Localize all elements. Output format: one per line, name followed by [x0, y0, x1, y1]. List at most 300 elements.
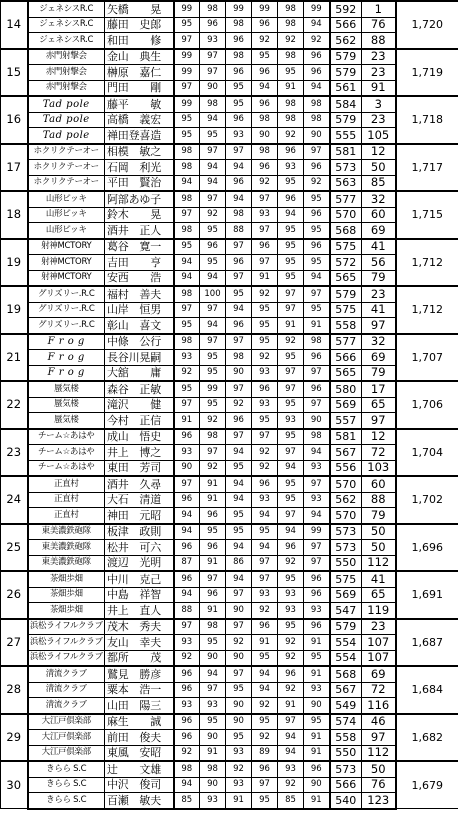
- series-score: 98: [278, 1, 304, 17]
- individual-position: 123: [362, 793, 396, 809]
- club-name: ジェネシスR.C: [28, 1, 105, 17]
- series-score: 97: [278, 381, 304, 397]
- club-name: 茶畑歩畑: [28, 571, 105, 587]
- series-score: 94: [252, 666, 278, 682]
- table-row: [1, 429, 458, 445]
- series-score: 95: [200, 128, 226, 144]
- series-score: 93: [252, 207, 278, 223]
- series-score: 97: [174, 80, 200, 96]
- individual-position: 41: [362, 239, 396, 255]
- club-name: 正直村: [28, 476, 105, 492]
- series-score: 92: [278, 777, 304, 793]
- table-row: [1, 587, 458, 603]
- series-score: 92: [278, 334, 304, 350]
- series-score: 94: [252, 682, 278, 698]
- series-score: 90: [226, 698, 252, 714]
- series-score: 94: [304, 445, 330, 461]
- series-score: 96: [278, 191, 304, 207]
- series-score: 94: [226, 191, 252, 207]
- individual-position: 69: [362, 350, 396, 366]
- series-score: 92: [174, 365, 200, 381]
- series-score: 94: [174, 255, 200, 271]
- series-score: 95: [278, 239, 304, 255]
- individual-position: 23: [362, 65, 396, 81]
- series-score: 95: [252, 318, 278, 334]
- individual-position: 32: [362, 334, 396, 350]
- table-row: [1, 96, 458, 112]
- series-score: 95: [200, 350, 226, 366]
- individual-position: 41: [362, 302, 396, 318]
- series-score: 99: [304, 524, 330, 540]
- table-row: [1, 365, 458, 381]
- individual-total: 579: [330, 49, 362, 65]
- series-score: 95: [278, 429, 304, 445]
- series-score: 96: [304, 761, 330, 777]
- shooter-name: 松井 可六: [105, 540, 174, 556]
- series-score: 94: [200, 175, 226, 191]
- team-total: 1,691: [396, 571, 458, 619]
- shooter-name: 麻生 誠: [105, 714, 174, 730]
- shooter-name: 中條 公行: [105, 334, 174, 350]
- series-score: 85: [278, 793, 304, 809]
- series-score: 95: [278, 571, 304, 587]
- table-row: [1, 112, 458, 128]
- individual-position: 69: [362, 666, 396, 682]
- table-row: [1, 286, 458, 302]
- club-name: ジェネシスR.C: [28, 17, 105, 33]
- series-score: 91: [304, 793, 330, 809]
- individual-position: 50: [362, 761, 396, 777]
- series-score: 92: [252, 286, 278, 302]
- team-total: 1,712: [396, 286, 458, 334]
- series-score: 94: [252, 80, 278, 96]
- series-score: 95: [174, 112, 200, 128]
- series-score: 95: [304, 714, 330, 730]
- series-score: 93: [278, 603, 304, 619]
- shooter-name: 井上 博之: [105, 445, 174, 461]
- team-rank: 14: [1, 1, 28, 49]
- series-score: 86: [226, 555, 252, 571]
- series-score: 97: [278, 714, 304, 730]
- table-row: [1, 745, 458, 761]
- series-score: 94: [226, 302, 252, 318]
- table-row: [1, 650, 458, 666]
- table-row: [1, 381, 458, 397]
- series-score: 97: [278, 365, 304, 381]
- individual-position: 41: [362, 571, 396, 587]
- series-score: 94: [304, 508, 330, 524]
- table-row: [1, 334, 458, 350]
- club-name: ジェネシスR.C: [28, 33, 105, 49]
- series-score: 98: [226, 17, 252, 33]
- series-score: 90: [200, 730, 226, 746]
- team-rank: 29: [1, 714, 28, 762]
- series-score: 95: [278, 270, 304, 286]
- team-rank: 22: [1, 381, 28, 429]
- individual-position: 112: [362, 555, 396, 571]
- table-row: [1, 49, 458, 65]
- series-score: 97: [304, 397, 330, 413]
- series-score: 96: [174, 571, 200, 587]
- individual-total: 581: [330, 144, 362, 160]
- team-total: 1,719: [396, 49, 458, 97]
- series-score: 96: [278, 144, 304, 160]
- table-row: [1, 571, 458, 587]
- series-score: 96: [304, 160, 330, 176]
- series-score: 99: [174, 65, 200, 81]
- shooter-name: 吉田 亨: [105, 255, 174, 271]
- series-score: 94: [278, 524, 304, 540]
- series-score: 91: [278, 80, 304, 96]
- series-score: 97: [174, 619, 200, 635]
- individual-position: 88: [362, 33, 396, 49]
- club-name: 浜松ライフルクラブ: [28, 650, 105, 666]
- shooter-name: 茂木 秀夫: [105, 619, 174, 635]
- series-score: 90: [304, 698, 330, 714]
- series-score: 95: [200, 255, 226, 271]
- individual-position: 23: [362, 112, 396, 128]
- series-score: 95: [304, 302, 330, 318]
- series-score: 96: [174, 682, 200, 698]
- series-score: 98: [174, 160, 200, 176]
- shooter-name: 榊原 嘉仁: [105, 65, 174, 81]
- team-rank: 30: [1, 761, 28, 809]
- individual-position: 79: [362, 365, 396, 381]
- individual-total: 558: [330, 318, 362, 334]
- shooter-name: 友山 幸夫: [105, 635, 174, 651]
- series-score: 98: [304, 96, 330, 112]
- series-score: 92: [174, 650, 200, 666]
- series-score: 97: [252, 571, 278, 587]
- series-score: 97: [226, 270, 252, 286]
- series-score: 96: [226, 112, 252, 128]
- series-score: 92: [226, 397, 252, 413]
- team-total: 1,720: [396, 1, 458, 49]
- series-score: 98: [278, 49, 304, 65]
- table-row: [1, 318, 458, 334]
- series-score: 90: [200, 650, 226, 666]
- individual-position: 76: [362, 777, 396, 793]
- series-score: 85: [174, 793, 200, 809]
- individual-total: 568: [330, 666, 362, 682]
- series-score: 94: [252, 508, 278, 524]
- individual-position: 1: [362, 1, 396, 17]
- series-score: 97: [200, 65, 226, 81]
- individual-total: 579: [330, 619, 362, 635]
- club-name: 浜松ライフルクラブ: [28, 619, 105, 635]
- table-row: [1, 524, 458, 540]
- table-row: [1, 730, 458, 746]
- series-score: 98: [174, 761, 200, 777]
- table-row: [1, 413, 458, 429]
- series-score: 95: [252, 524, 278, 540]
- series-score: 94: [174, 175, 200, 191]
- series-score: 94: [200, 112, 226, 128]
- individual-position: 50: [362, 540, 396, 556]
- shooter-name: 辻 文雄: [105, 761, 174, 777]
- series-score: 94: [174, 777, 200, 793]
- series-score: 88: [226, 223, 252, 239]
- series-score: 95: [252, 49, 278, 65]
- individual-position: 103: [362, 460, 396, 476]
- series-score: 95: [174, 318, 200, 334]
- series-score: 96: [226, 318, 252, 334]
- series-score: 98: [252, 144, 278, 160]
- series-score: 98: [200, 619, 226, 635]
- table-row: [1, 302, 458, 318]
- team-rank: 15: [1, 49, 28, 97]
- table-row: [1, 160, 458, 176]
- series-score: 96: [174, 714, 200, 730]
- series-score: 96: [252, 239, 278, 255]
- individual-position: 105: [362, 128, 396, 144]
- series-score: 93: [304, 492, 330, 508]
- shooter-name: 相模 敏之: [105, 144, 174, 160]
- individual-position: 72: [362, 682, 396, 698]
- series-score: 93: [226, 777, 252, 793]
- series-score: 89: [252, 745, 278, 761]
- series-score: 97: [200, 144, 226, 160]
- series-score: 98: [278, 112, 304, 128]
- series-score: 93: [252, 492, 278, 508]
- club-name: 大江戸倶楽部: [28, 745, 105, 761]
- individual-position: 46: [362, 714, 396, 730]
- series-score: 91: [252, 635, 278, 651]
- club-name: 赤門射撃会: [28, 49, 105, 65]
- series-score: 94: [200, 160, 226, 176]
- team-rank: 26: [1, 571, 28, 619]
- series-score: 96: [226, 33, 252, 49]
- table-row: [1, 777, 458, 793]
- individual-total: 579: [330, 286, 362, 302]
- individual-position: 88: [362, 492, 396, 508]
- series-score: 98: [226, 49, 252, 65]
- series-score: 95: [174, 128, 200, 144]
- series-score: 90: [174, 460, 200, 476]
- series-score: 98: [278, 96, 304, 112]
- series-score: 95: [304, 191, 330, 207]
- individual-position: 116: [362, 698, 396, 714]
- club-name: 射神MCTORY: [28, 239, 105, 255]
- series-score: 95: [304, 650, 330, 666]
- club-name: Tad pole: [28, 128, 105, 144]
- series-score: 95: [174, 239, 200, 255]
- individual-position: 12: [362, 144, 396, 160]
- series-score: 97: [200, 445, 226, 461]
- series-score: 95: [226, 524, 252, 540]
- club-name: 大江戸倶楽部: [28, 730, 105, 746]
- club-name: F r o g: [28, 365, 105, 381]
- club-name: きらら S.C: [28, 793, 105, 809]
- series-score: 92: [226, 761, 252, 777]
- series-score: 91: [200, 476, 226, 492]
- series-score: 95: [226, 80, 252, 96]
- series-score: 96: [252, 381, 278, 397]
- series-score: 95: [278, 492, 304, 508]
- team-total: 1,704: [396, 429, 458, 477]
- club-name: F r o g: [28, 334, 105, 350]
- table-row: [1, 175, 458, 191]
- shooter-name: 阿部あゆ子: [105, 191, 174, 207]
- series-score: 96: [226, 175, 252, 191]
- shooter-name: 矢橋 晃: [105, 1, 174, 17]
- series-score: 98: [174, 334, 200, 350]
- table-row: [1, 682, 458, 698]
- individual-position: 65: [362, 587, 396, 603]
- series-score: 99: [226, 1, 252, 17]
- series-score: 94: [226, 571, 252, 587]
- shooter-name: 平田 賢治: [105, 175, 174, 191]
- series-score: 90: [304, 413, 330, 429]
- club-name: 大江戸倶楽部: [28, 714, 105, 730]
- series-score: 95: [252, 413, 278, 429]
- series-score: 96: [304, 350, 330, 366]
- shooter-name: 和田 修: [105, 33, 174, 49]
- club-name: 正直村: [28, 492, 105, 508]
- series-score: 96: [200, 508, 226, 524]
- series-score: 91: [200, 603, 226, 619]
- series-score: 92: [278, 635, 304, 651]
- series-score: 94: [200, 270, 226, 286]
- series-score: 92: [174, 745, 200, 761]
- table-row: [1, 80, 458, 96]
- series-score: 96: [304, 381, 330, 397]
- series-score: 95: [278, 255, 304, 271]
- series-score: 96: [226, 255, 252, 271]
- series-score: 97: [200, 682, 226, 698]
- series-score: 95: [278, 350, 304, 366]
- shooter-name: 東風 安昭: [105, 745, 174, 761]
- club-name: 茶畑歩畑: [28, 587, 105, 603]
- team-rank: 24: [1, 476, 28, 524]
- shooter-name: 安西 浩: [105, 270, 174, 286]
- series-score: 92: [252, 350, 278, 366]
- individual-position: 60: [362, 476, 396, 492]
- series-score: 98: [252, 112, 278, 128]
- series-score: 95: [174, 381, 200, 397]
- shooter-name: 葛谷 寛一: [105, 239, 174, 255]
- shooter-name: 大舘 庸: [105, 365, 174, 381]
- individual-total: 580: [330, 381, 362, 397]
- series-score: 87: [174, 555, 200, 571]
- table-row: [1, 793, 458, 809]
- series-score: 97: [278, 286, 304, 302]
- club-name: 東美濃鉄砲隊: [28, 524, 105, 540]
- series-score: 96: [252, 160, 278, 176]
- series-score: 96: [304, 65, 330, 81]
- series-score: 99: [174, 49, 200, 65]
- individual-position: 85: [362, 175, 396, 191]
- series-score: 94: [278, 460, 304, 476]
- series-score: 98: [174, 144, 200, 160]
- series-score: 94: [174, 524, 200, 540]
- shooter-name: 滝沢 健: [105, 397, 174, 413]
- series-score: 97: [278, 508, 304, 524]
- series-score: 95: [304, 255, 330, 271]
- table-row: [1, 207, 458, 223]
- series-score: 90: [252, 128, 278, 144]
- series-score: 94: [200, 318, 226, 334]
- series-score: 95: [252, 650, 278, 666]
- individual-total: 579: [330, 65, 362, 81]
- individual-total: 570: [330, 476, 362, 492]
- series-score: 94: [226, 445, 252, 461]
- series-score: 94: [252, 540, 278, 556]
- team-rank: 25: [1, 524, 28, 572]
- series-score: 96: [226, 65, 252, 81]
- shooter-name: 酒井 正人: [105, 223, 174, 239]
- series-score: 98: [226, 350, 252, 366]
- individual-position: 119: [362, 603, 396, 619]
- series-score: 96: [226, 413, 252, 429]
- series-score: 94: [226, 540, 252, 556]
- series-score: 93: [174, 698, 200, 714]
- shooter-name: 成山 悟史: [105, 429, 174, 445]
- club-name: 清流クラブ: [28, 682, 105, 698]
- team-total: 1,702: [396, 476, 458, 524]
- series-score: 92: [304, 33, 330, 49]
- team-total: 1,687: [396, 619, 458, 667]
- shooter-name: 都所 茂: [105, 650, 174, 666]
- club-name: 東美濃鉄砲隊: [28, 540, 105, 556]
- series-score: 93: [200, 793, 226, 809]
- individual-total: 557: [330, 413, 362, 429]
- series-score: 90: [226, 603, 252, 619]
- series-score: 96: [304, 239, 330, 255]
- series-score: 93: [252, 365, 278, 381]
- individual-total: 566: [330, 17, 362, 33]
- table-row: [1, 33, 458, 49]
- series-score: 95: [200, 635, 226, 651]
- table-row: [1, 191, 458, 207]
- series-score: 94: [278, 207, 304, 223]
- series-score: 96: [200, 239, 226, 255]
- individual-position: 72: [362, 445, 396, 461]
- club-name: 東美濃鉄砲隊: [28, 555, 105, 571]
- series-score: 91: [252, 270, 278, 286]
- series-score: 97: [174, 33, 200, 49]
- individual-position: 76: [362, 17, 396, 33]
- table-row: [1, 397, 458, 413]
- team-total: 1,679: [396, 761, 458, 809]
- series-score: 97: [200, 334, 226, 350]
- club-name: 蜃気楼: [28, 381, 105, 397]
- team-rank: 21: [1, 334, 28, 382]
- series-score: 95: [252, 334, 278, 350]
- series-score: 93: [174, 635, 200, 651]
- series-score: 97: [252, 429, 278, 445]
- series-score: 97: [252, 223, 278, 239]
- club-name: 蜃気楼: [28, 413, 105, 429]
- series-score: 100: [200, 286, 226, 302]
- club-name: 山形ピッキ: [28, 207, 105, 223]
- series-score: 96: [304, 587, 330, 603]
- individual-total: 565: [330, 270, 362, 286]
- series-score: 90: [226, 365, 252, 381]
- table-row: [1, 1, 458, 17]
- series-score: 88: [174, 603, 200, 619]
- series-score: 95: [278, 223, 304, 239]
- team-total: 1,718: [396, 96, 458, 144]
- series-score: 97: [200, 302, 226, 318]
- series-score: 92: [278, 682, 304, 698]
- individual-position: 12: [362, 429, 396, 445]
- table-row: [1, 761, 458, 777]
- series-score: 91: [200, 745, 226, 761]
- series-score: 95: [226, 286, 252, 302]
- individual-position: 60: [362, 207, 396, 223]
- series-score: 94: [304, 80, 330, 96]
